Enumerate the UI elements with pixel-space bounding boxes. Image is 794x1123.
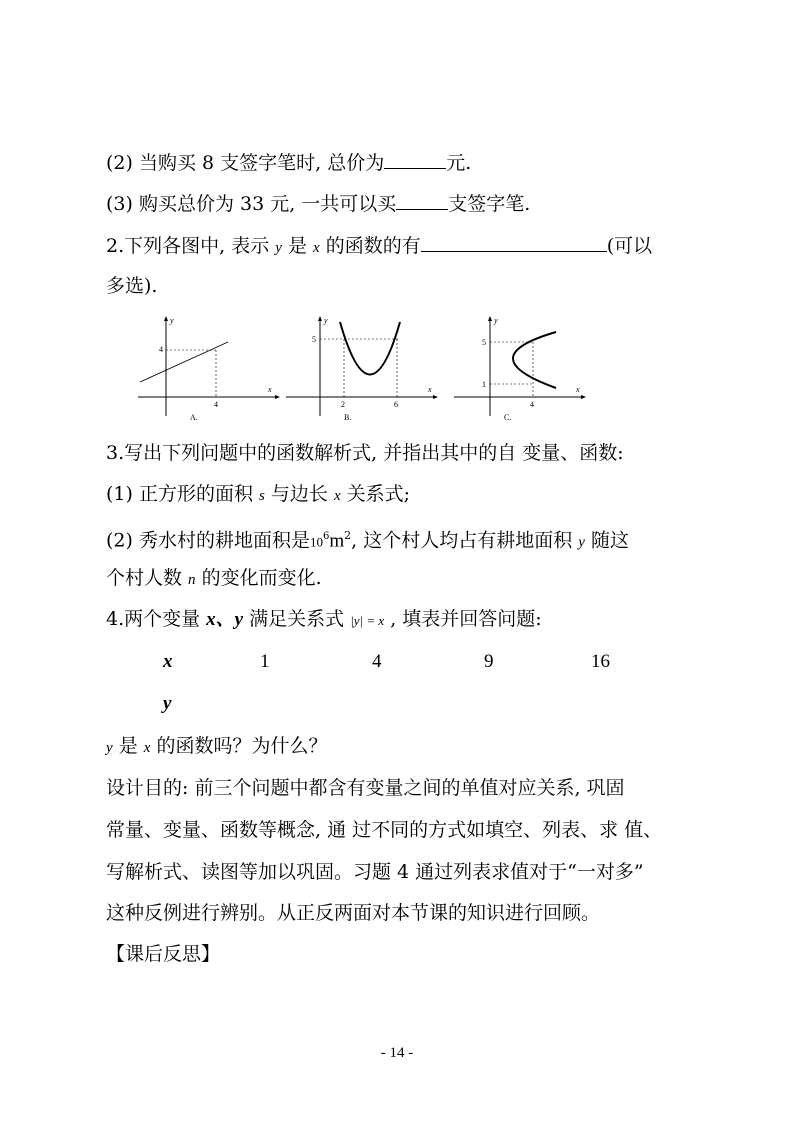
text: 2.下列各图中, 表示 — [106, 235, 276, 257]
text: 【课后反思】 — [106, 943, 221, 965]
design-purpose-1 — [106, 776, 706, 800]
var-y: y — [106, 740, 113, 756]
tick-x: 4 — [214, 400, 218, 409]
tick-x2: 6 — [394, 400, 398, 409]
text: (1) 正方形的面积 — [106, 483, 259, 505]
text: (可以 — [606, 235, 653, 257]
tick-x1: 2 — [341, 400, 345, 409]
text: , 填表并回答问题: — [384, 608, 542, 630]
y-label: y — [494, 316, 498, 325]
text: 随这 — [584, 529, 629, 552]
table-cell: 16 — [591, 651, 610, 672]
text: 这种反例进行辨别。从正反两面对本节课的知识进行回顾。 — [106, 902, 601, 924]
var-n: n — [188, 572, 196, 588]
unit: m — [329, 530, 345, 552]
text: 的函数吗？为什么？ — [150, 735, 328, 757]
tick-y: 5 — [312, 335, 316, 344]
relation: |y| = x — [350, 613, 385, 628]
question-3-3 — [106, 191, 706, 216]
text: 元. — [446, 152, 472, 174]
power-exponent: 6 — [322, 531, 330, 542]
text: , 这个村人均占有耕地面积 — [351, 529, 579, 552]
table-cell: 4 — [372, 651, 382, 672]
text: 的变化而变化. — [195, 567, 322, 589]
x-label: x — [268, 385, 272, 394]
x-label: x — [576, 385, 580, 394]
question-3-1 — [106, 482, 706, 508]
parabola-plot — [340, 322, 400, 375]
text: 是 — [112, 735, 144, 757]
graph-a — [138, 316, 280, 422]
x-arrow — [581, 395, 586, 399]
var-s: s — [259, 488, 265, 504]
y-arrow — [164, 316, 168, 321]
tick-y1: 5 — [482, 338, 486, 347]
vars-xy: x、y — [206, 609, 244, 630]
var-x: x — [143, 740, 151, 756]
table-header-x: x — [163, 651, 173, 672]
question-4-ask — [106, 734, 706, 760]
tick-y2: 1 — [482, 380, 486, 389]
text: 支签字笔. — [448, 193, 531, 215]
question-3 — [106, 441, 706, 465]
design-purpose-2 — [106, 818, 706, 842]
design-purpose-4 — [106, 901, 706, 925]
text: 个村人数 — [106, 567, 189, 589]
question-4 — [106, 607, 706, 633]
question-2-cont — [106, 274, 706, 298]
text: 多选). — [106, 275, 158, 297]
answer-blank — [384, 150, 446, 169]
text: 4.两个变量 — [106, 608, 207, 630]
tick-y: 4 — [159, 345, 163, 354]
graph-c — [454, 316, 586, 422]
text: (2) 当购买 8 支签字笔时, 总价为 — [106, 152, 385, 174]
question-2 — [106, 233, 706, 260]
x-arrow — [433, 395, 438, 399]
y-arrow — [488, 316, 492, 321]
y-arrow — [318, 316, 322, 321]
x-label: x — [428, 385, 432, 394]
section-heading-reflection — [106, 942, 706, 966]
var-x: x — [333, 488, 341, 504]
tick-x: 4 — [530, 400, 534, 409]
table-cell: 9 — [484, 651, 494, 672]
text: 与边长 — [264, 483, 334, 505]
function-graphs — [128, 312, 588, 424]
text: (2) 秀水村的耕地面积是 — [106, 529, 310, 552]
graph-label: B. — [344, 413, 352, 422]
design-purpose-3 — [106, 860, 706, 884]
graph-label: A. — [190, 413, 198, 422]
text: 设计目的: 前三个问题中都含有变量之间的单值对应关系, 巩固 — [106, 777, 625, 799]
table-cell: 1 — [260, 651, 270, 672]
question-3-2b: (2) 秀水村的耕地面积是$10^6m^2$, 这个村人均占有耕地面积 y 随这 — [106, 529, 629, 552]
question-3-2c — [106, 566, 706, 592]
var-x: x — [313, 240, 320, 256]
y-label: y — [170, 316, 174, 325]
graph-b — [286, 316, 438, 422]
var-y: y — [275, 240, 282, 256]
var-y: y — [578, 534, 585, 551]
page-number: - 14 - — [380, 1045, 414, 1061]
text: 关系式; — [340, 483, 411, 505]
answer-blank — [396, 191, 448, 210]
text: 是 — [281, 235, 314, 257]
question-3-2 — [106, 150, 706, 175]
x-arrow — [275, 395, 280, 399]
power-base: 10 — [309, 534, 323, 550]
graph-label: C. — [504, 413, 512, 422]
sideways-parabola-plot — [513, 332, 556, 388]
line-plot — [140, 342, 228, 382]
text: 的函数的有 — [319, 235, 421, 257]
answer-blank — [421, 233, 607, 252]
text: 写解析式、读图等加以巩固。习题 4 通过列表求值对于“一对多” — [106, 861, 644, 883]
text: (3) 购买总价为 33 元, 一共可以买 — [106, 193, 397, 215]
table-header-y: y — [163, 693, 172, 714]
text: 满足关系式 — [243, 608, 351, 630]
y-label: y — [324, 316, 328, 325]
text: 常量、变量、函数等概念, 通 过不同的方式如填空、列表、求 值、 — [106, 819, 663, 841]
text: 3.写出下列问题中的函数解析式, 并指出其中的自 变量、函数: — [106, 442, 624, 464]
